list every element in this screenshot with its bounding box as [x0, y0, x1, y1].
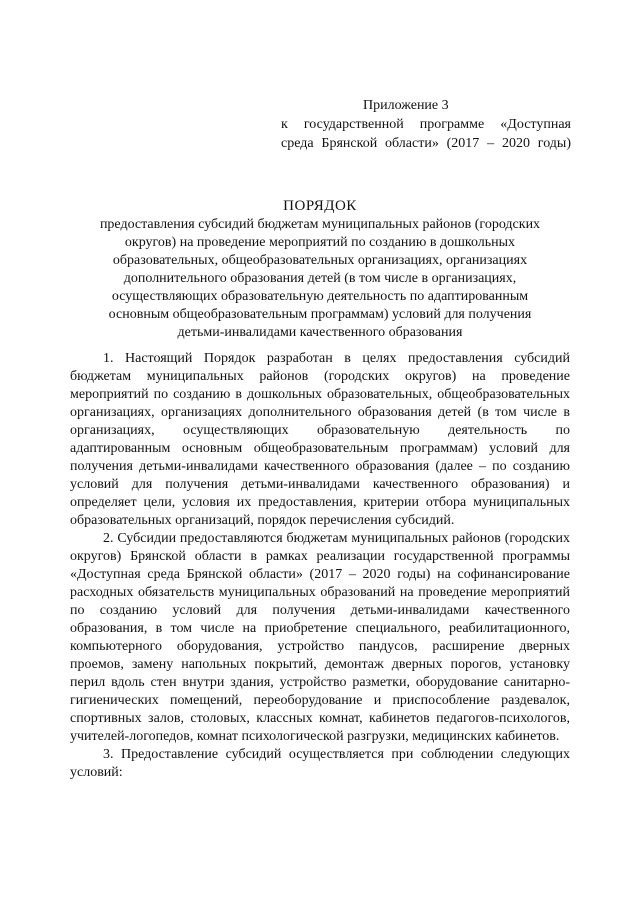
appendix-program-line: к государственной программе «Доступная [281, 117, 571, 132]
title-line: основным общеобразовательным программам) условий для получения [108, 307, 532, 322]
title-line: предоставления субсидий бюджетам муниципальных районов (городских [99, 217, 541, 232]
paragraph-3: 3. Предоставление субсидий осуществляется при соблюдении следующих условий: [70, 747, 570, 780]
paragraph-2: 2. Субсидии предоставляются бюджетам муниципальных районов (городских округов) Брянской области в рамках реализации государственной программы «Доступная среда Брянской области» (2017 – 2020 годы) на софинансирование расходных обязательств муниципальных образований на проведение мероприятий по созданию условий для получения детьми-инвалидами качественного образования, в том числе на приобретение специального, реабилитационного, компьютерного оборудования, устройство пандусов, расширение дверных проемов, замену напольных покрытий, демонтаж дверных порогов, установку перил вдоль стен внутри здания, устройство разметки, оборудование санитарно-гигиенических помещений, переоборудование и приспособление раздевалок, спортивных залов, столовых, классных комнат, кабинетов педагогов-психологов, учителей-логопедов, комнат психологической разгрузки, медицинских кабинетов. [70, 531, 570, 744]
document-body [70, 350, 570, 782]
document-title [70, 197, 570, 342]
title-heading: ПОРЯДОК [283, 198, 357, 214]
appendix-program-name: среда Брянской области» (2017 – 2020 годы) [281, 136, 571, 151]
appendix-number: Приложение 3 [363, 98, 449, 113]
title-line: осуществляющих образовательную деятельность по адаптированным [111, 289, 529, 304]
paragraph-1: 1. Настоящий Порядок разработан в целях предоставления субсидий бюджетам муниципальных районов (городских округов) на проведение мероприятий по созданию в дошкольных образовательных, общеобразовательных организациях, организациях дополнительного образования детей (в том числе в организациях, осуществляющих образовательную деятельность по адаптированным основным общеобразовательным программам) условий для получения детьми-инвалидами качественного образования (далее – по созданию условий для получения детьми-инвалидами качественного образования) и определяет цели, условия их предоставления, критерии отбора муниципальных образовательных организаций, порядок перечисления субсидий. [70, 351, 570, 528]
appendix-header [281, 96, 571, 153]
title-line: детьми-инвалидами качественного образования [177, 325, 463, 340]
title-line: дополнительного образования детей (в том числе в организациях, [123, 271, 517, 286]
title-line: образовательных, общеобразовательных организациях, организациях [112, 253, 528, 268]
title-line: округов) на проведение мероприятий по созданию в дошкольных [124, 235, 516, 250]
